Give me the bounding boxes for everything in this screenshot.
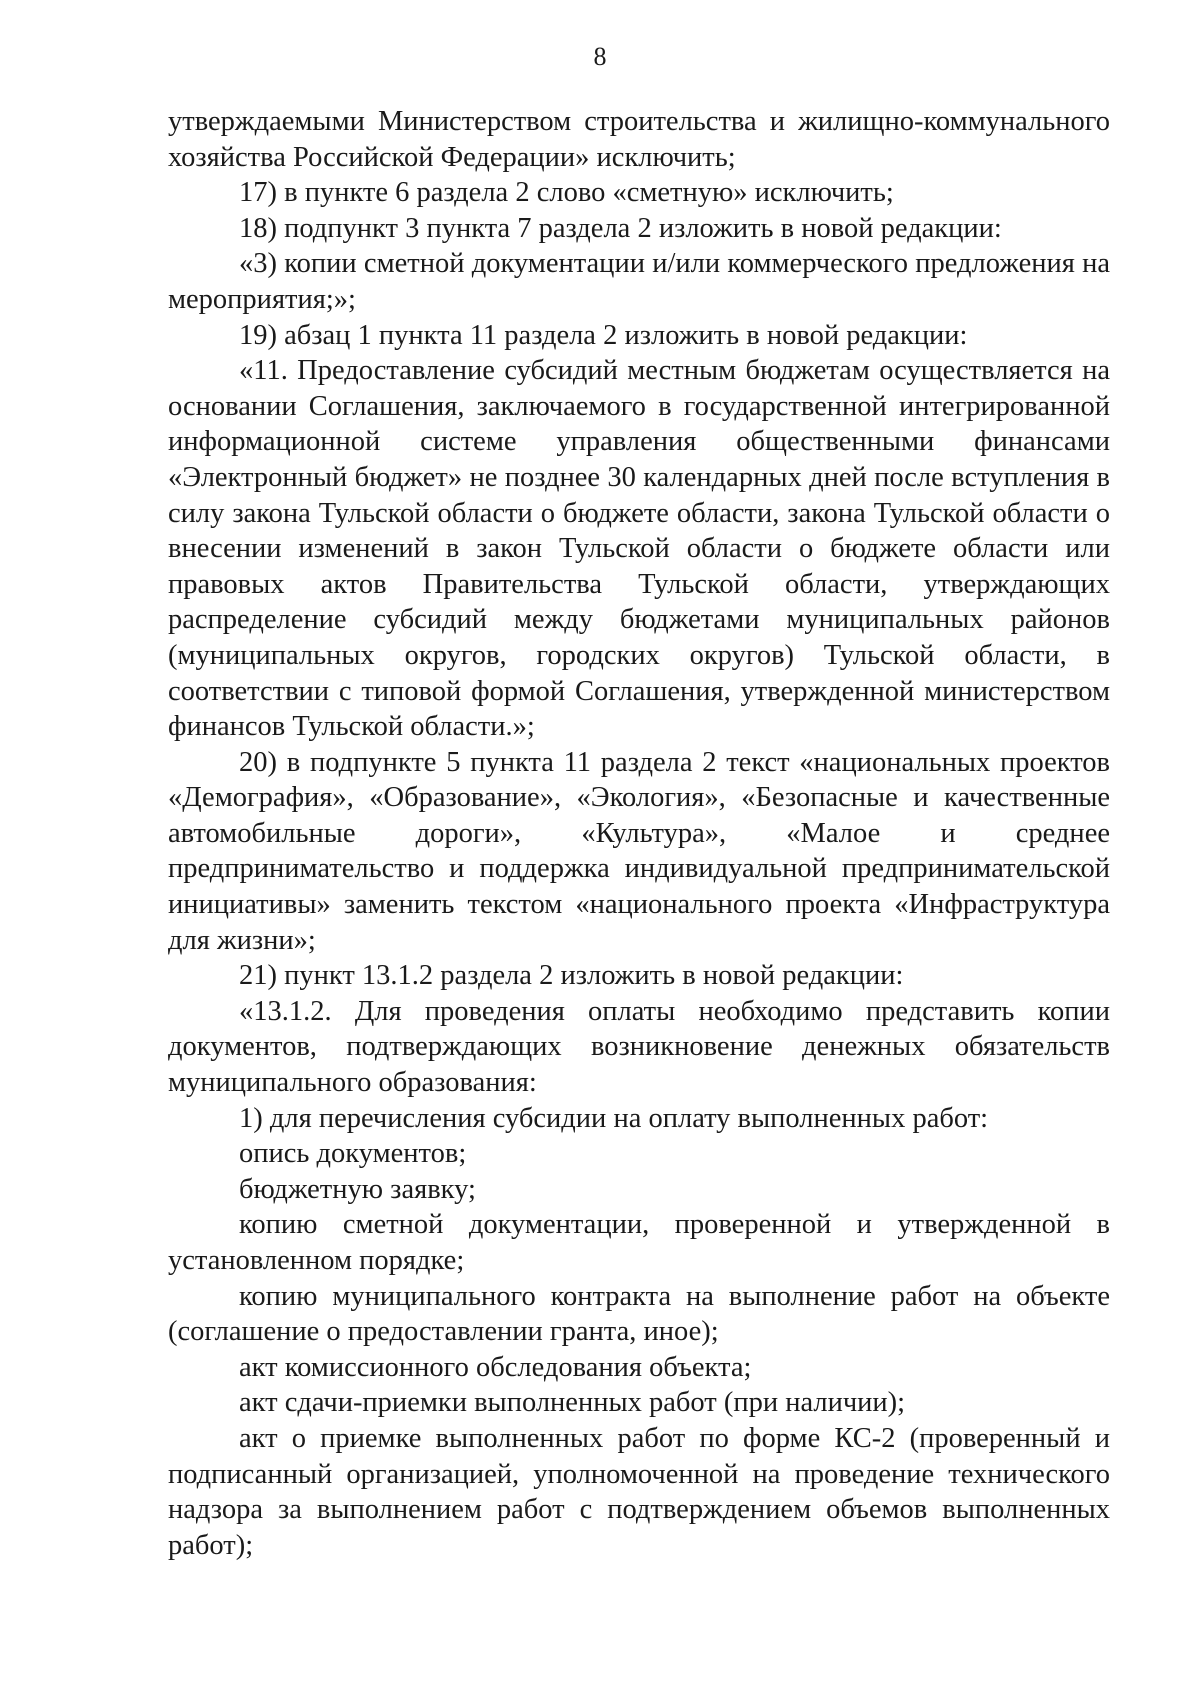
list-item-inventory: опись документов; xyxy=(239,1138,467,1170)
list-item-budget-request: бюджетную заявку; xyxy=(239,1173,476,1205)
paragraph-item-18: 18) подпункт 3 пункта 7 раздела 2 изложить в новой редакции: xyxy=(239,212,1002,244)
list-item-acceptance-act: акт сдачи-приемки выполненных работ (при наличии); xyxy=(239,1387,906,1419)
paragraph-subitem-1: 1) для перечисления субсидии на оплату выполненных работ: xyxy=(239,1102,989,1134)
paragraph-item-17: 17) в пункте 6 раздела 2 слово «сметную» исключить; xyxy=(239,177,894,209)
paragraph-item-20: 20) в подпункте 5 пункта 11 раздела 2 текст «национальных проектов «Демография», «Образование», «Экология», «Безопасные и качественные автомобильные дороги», «Культура», «Малое и среднее предпринимательство и поддержка индивидуальной предпринимательской инициативы» заменить текстом «национального проекта «Инфраструктура для жизни»; xyxy=(168,746,1110,956)
paragraph-item-21: 21) пункт 13.1.2 раздела 2 изложить в новой редакции: xyxy=(239,960,904,992)
list-item-estimate-copy: копию сметной документации, проверенной и утвержденной в установленном порядке; xyxy=(168,1209,1110,1276)
paragraph-continuation: утверждаемыми Министерством строительства и жилищно-коммунального хозяйства Российской Федерации» исключить; xyxy=(168,106,1110,173)
list-item-inspection-act: акт комиссионного обследования объекта; xyxy=(239,1351,752,1383)
paragraph-item-19-text: «11. Предоставление субсидий местным бюджетам осуществляется на основании Соглашения, заключаемого в государственной интегрированной информационной системе управления общественными финансами «Электронный бюджет» не позднее 30 календарных дней после вступления в силу закона Тульской области о бюджете области, закона Тульской области о внесении изменений в закон Тульской области о бюджете области или правовых актов Правительства Тульской области, утверждающих распределение субсидий между бюджетами муниципальных районов (муниципальных округов, городских округов) Тульской области, в соответствии с типовой формой Соглашения, утвержденной министерством финансов Тульской области.»; xyxy=(168,355,1110,743)
paragraph-item-18-text: «3) копии сметной документации и/или коммерческого предложения на мероприятия;»; xyxy=(168,248,1110,315)
document-body xyxy=(168,104,1110,1563)
page-number: 8 xyxy=(593,42,607,71)
paragraph-item-19: 19) абзац 1 пункта 11 раздела 2 изложить в новой редакции: xyxy=(239,319,968,351)
list-item-ks2-act: акт о приемке выполненных работ по форме КС-2 (проверенный и подписанный организацией, уполномоченной на проведение технического надзора за выполнением работ с подтверждением объемов выполненных работ); xyxy=(168,1422,1110,1561)
paragraph-item-21-text: «13.1.2. Для проведения оплаты необходимо представить копии документов, подтверждающих возникновение денежных обязательств муниципального образования: xyxy=(168,995,1110,1099)
list-item-contract-copy: копию муниципального контракта на выполнение работ на объекте (соглашение о предоставлении гранта, иное); xyxy=(168,1280,1110,1348)
